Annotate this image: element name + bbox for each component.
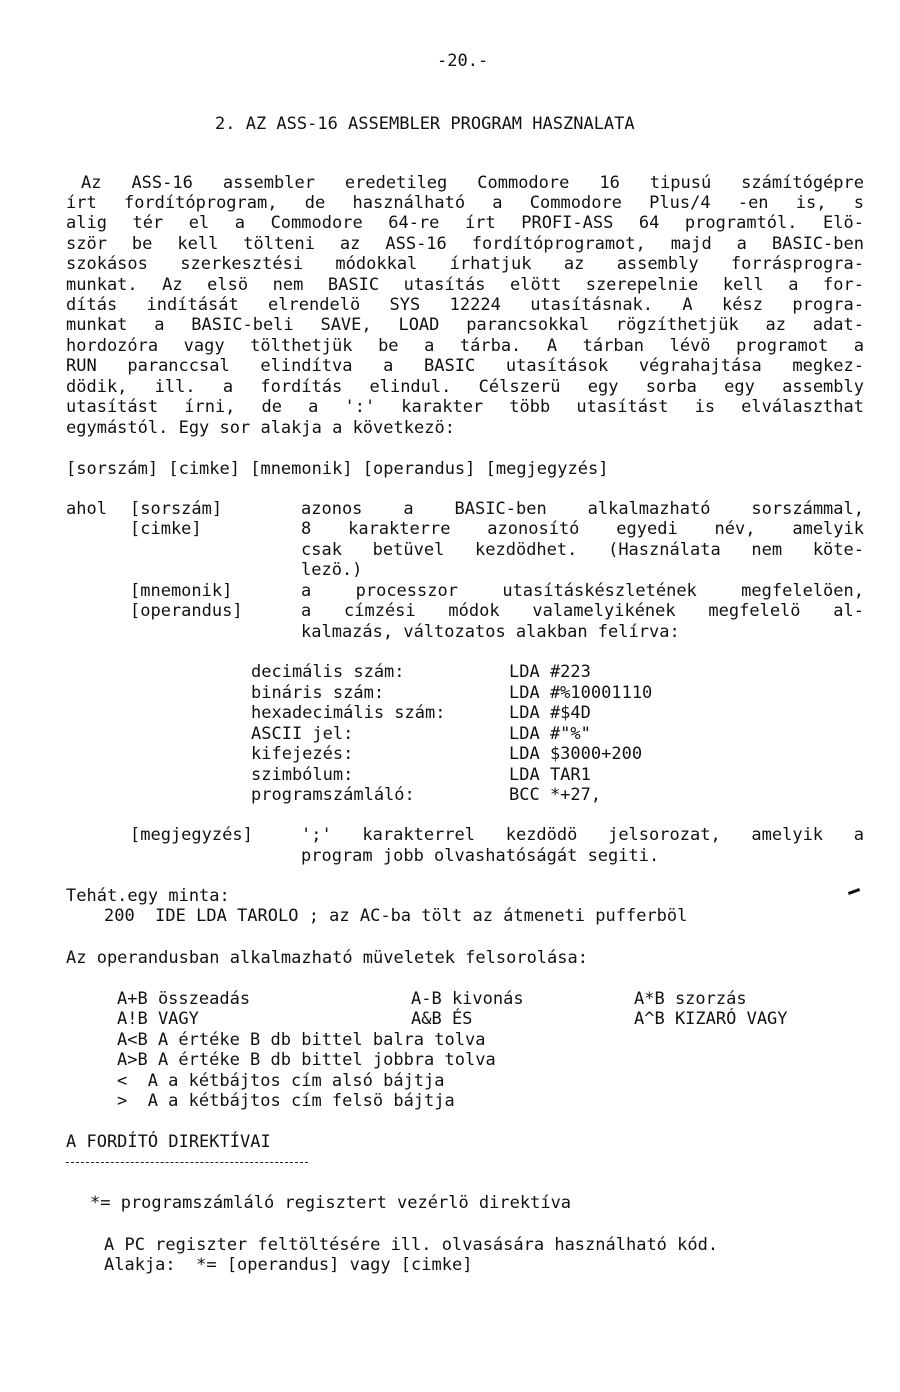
intro-line: munkat. Az elsö nem BASIC utasítás elött szerepelnie kell a for-: [66, 275, 864, 295]
intro-line: írt fordítóprogram, de használható a Commodore Plus/4 -en is, s: [66, 193, 864, 213]
def-text: kalmazás, változatos alakban felírva:: [301, 622, 680, 642]
example-label: bináris szám:: [251, 683, 385, 703]
def-text: a címzési módok valamelyikének megfelelö al-: [301, 601, 864, 621]
op-item: A*B szorzás: [634, 989, 747, 1009]
example-label: hexadecimális szám:: [251, 703, 446, 723]
example-code: LDA #"%": [509, 724, 591, 744]
op-line: A>B A értéke B db bittel jobbra tolva: [117, 1050, 496, 1070]
intro-line: utasítást írni, de a ':' karakter több utasítást is elválaszthat: [66, 397, 864, 417]
intro-line: ször be kell tölteni az ASS-16 fordítóprogramot, majd a BASIC-ben: [66, 234, 864, 254]
directive-heading: *= programszámláló regisztert vezérlö direktíva: [90, 1193, 572, 1213]
ink-mark: [848, 888, 860, 895]
def-term-mnemonik: [mnemonik]: [130, 581, 233, 601]
line-format: [sorszám] [cimke] [mnemonik] [operandus] [megjegyzés]: [66, 459, 609, 479]
intro-line: dödik, ill. a fordítás elindul. Célszerü egy sorba egy assembly: [66, 377, 864, 397]
example-code: BCC *+27,: [509, 785, 602, 805]
op-line: < A a kétbájtos cím alsó bájtja: [117, 1071, 445, 1091]
def-text: ';' karakterrel kezdödö jelsorozat, amelyik a: [301, 825, 864, 845]
example-code: LDA TAR1: [509, 765, 591, 785]
def-term-megjegyzes: [megjegyzés]: [130, 825, 253, 845]
intro-line: hordozóra vagy tölthetjük be a tárba. A tárban lévö programot a: [66, 336, 864, 356]
example-label: programszámláló:: [251, 785, 415, 805]
chapter-title: 2. AZ ASS-16 ASSEMBLER PROGRAM HASZNALATA: [215, 114, 635, 134]
example-intro: Tehát.egy minta:: [66, 886, 230, 906]
def-term-sorszam: [sorszám]: [130, 499, 223, 519]
op-item: A^B KIZARÓ VAGY: [634, 1009, 788, 1029]
intro-line: Az ASS-16 assembler eredetileg Commodore 16 tipusú számítógépre: [81, 173, 864, 193]
example-label: kifejezés:: [251, 744, 354, 764]
op-item: A+B összeadás: [117, 989, 251, 1009]
intro-line: szokásos szerkesztési módokkal írhatjuk az assembly forrásprogra-: [66, 254, 864, 274]
example-label: ASCII jel:: [251, 724, 354, 744]
def-text: azonos a BASIC-ben alkalmazható sorszámmal,: [301, 499, 864, 519]
def-text: lezö.): [301, 560, 363, 580]
example-label: szimbólum:: [251, 765, 354, 785]
title-underline: [66, 1162, 308, 1163]
def-term-cimke: [cimke]: [130, 519, 202, 539]
example-code: LDA #%10001110: [509, 683, 653, 703]
intro-line: munkat a BASIC-beli SAVE, LOAD parancsokkal rögzíthetjük az adat-: [66, 315, 864, 335]
example-code: LDA #$4D: [509, 703, 591, 723]
ahol-label: ahol: [66, 499, 107, 519]
directives-title: A FORDÍTÓ DIREKTÍVAI: [66, 1132, 271, 1152]
op-line: A<B A értéke B db bittel balra tolva: [117, 1030, 486, 1050]
intro-line: alig tér el a Commodore 64-re írt PROFI-ASS 64 programtól. Elö-: [66, 213, 864, 233]
example-code: LDA $3000+200: [509, 744, 643, 764]
directive-description: A PC regiszter feltöltésére ill. olvasására használható kód.: [104, 1235, 719, 1255]
example-code: LDA #223: [509, 662, 591, 682]
intro-line: RUN paranccsal elindítva a BASIC utasítások végrahajtása megkez-: [66, 356, 864, 376]
ops-intro: Az operandusban alkalmazható müveletek felsorolása:: [66, 948, 588, 968]
directive-form: Alakja: *= [operandus] vagy [cimke]: [104, 1255, 473, 1275]
def-text: 8 karakterre azonosító egyedi név, amelyik: [301, 519, 864, 539]
def-term-operandus: [operandus]: [130, 601, 243, 621]
intro-line: dítás indítását elrendelö SYS 12224 utasításnak. A kész progra-: [66, 295, 864, 315]
op-item: A&B ÉS: [411, 1009, 473, 1029]
def-text: csak betüvel kezdödhet. (Használata nem köte-: [301, 540, 864, 560]
op-item: A!B VAGY: [117, 1009, 199, 1029]
op-item: A-B kivonás: [411, 989, 524, 1009]
def-text: a processzor utasításkészletének megfelelöen,: [301, 581, 864, 601]
intro-line: egymástól. Egy sor alakja a következö:: [66, 418, 455, 438]
example-source-line: 200 IDE LDA TAROLO ; az AC-ba tölt az átmeneti pufferböl: [104, 906, 688, 926]
op-line: > A a kétbájtos cím felsö bájtja: [117, 1091, 455, 1111]
page-number: -20.-: [437, 51, 489, 71]
example-label: decimális szám:: [251, 662, 405, 682]
def-text: program jobb olvashatóságát segiti.: [301, 846, 660, 866]
